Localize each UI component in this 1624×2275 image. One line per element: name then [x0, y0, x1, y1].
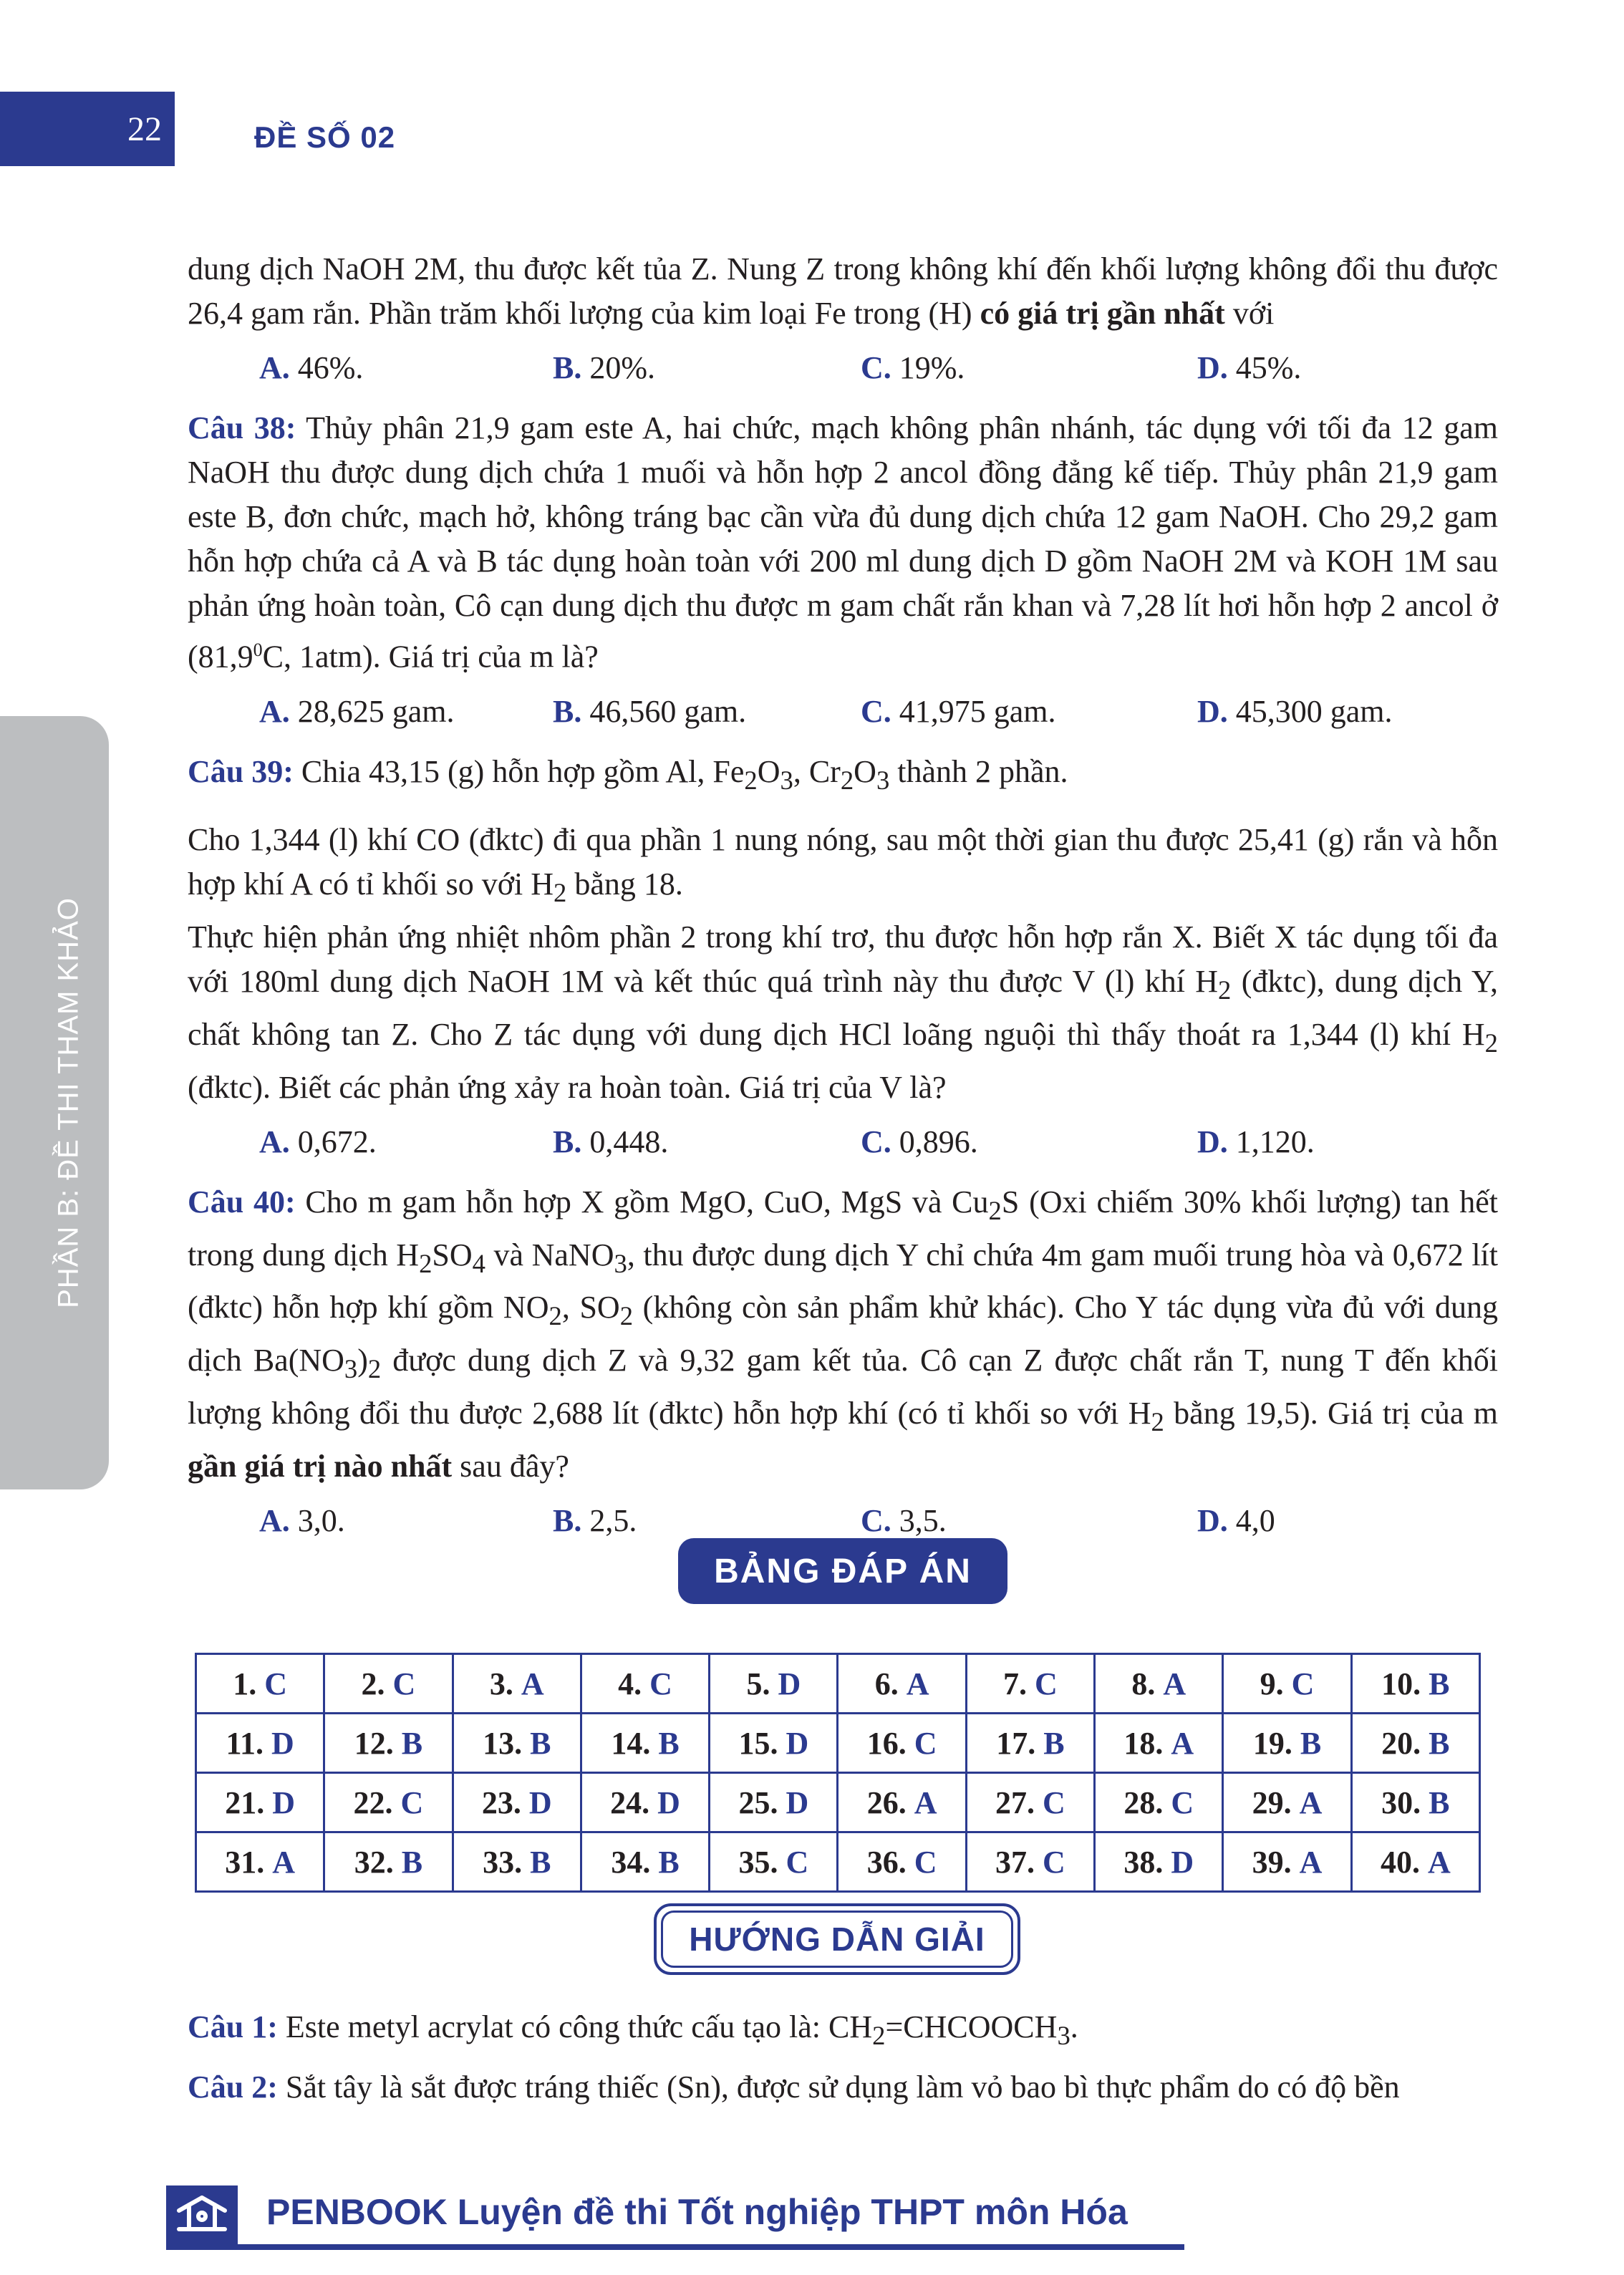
option-a: A. 0,672. [259, 1124, 377, 1159]
question-39: Câu 39: Chia 43,15 (g) hỗn hợp gồm Al, $Fe_2O_3$, $Cr_2O_3$ thành 2 phần. [188, 753, 1068, 795]
option-c: C. 3,5. [861, 1502, 947, 1538]
answer-cell: 9. C [1223, 1654, 1351, 1714]
answer-cell: 33. B [453, 1832, 581, 1892]
answer-row [196, 1773, 1480, 1832]
answer-cell: 19. B [1223, 1714, 1351, 1773]
exam-label: ĐỀ SỐ 02 [254, 120, 396, 154]
answer-cell: 27. C [966, 1773, 1094, 1832]
answer-cell: 2. C [324, 1654, 453, 1714]
answer-cell: 12. B [324, 1714, 453, 1773]
option-b: B. 20%. [553, 350, 656, 385]
answer-cell: 16. C [838, 1714, 966, 1773]
answer-cell: 34. B [581, 1832, 709, 1892]
question-label: Câu 38: [188, 410, 296, 445]
answer-cell: 15. D [710, 1714, 838, 1773]
question-40: Câu 40: Cho m gam hỗn hợp X gồm MgO, CuO, MgS và $Cu_2S$ (Oxi chiếm 30% khối lượng) tan hết trong dung dịch $H_2SO_4$ và NaNO$_3$, thu được dung dịch Y chỉ chứa 4m gam muối trung hòa và 0,672 lít (đktc) hỗn hợp khí gồm $NO_2$, $SO_2$ (không còn sản phẩm khử khác). Cho Y tác dụng vừa đủ với dung dịch $Ba(NO_3)_2$ được dung dịch Z và 9,32 gam kết tủa. Cô cạn Z được chất rắn T, nung T đến khối lượng không đổi thu được 2,688 lít (đktc) hỗn hợp khí (có tỉ khối so với $H_2$ bằng 19,5). Giá trị của m gần giá trị nào nhất sau đây? [188, 1184, 1499, 1484]
option-a: A. 46%. [259, 350, 364, 385]
solution-title: HƯỚNG DẪN GIẢI [661, 1911, 1013, 1968]
answer-cell: 17. B [966, 1714, 1094, 1773]
answer-cell: 38. D [1095, 1832, 1223, 1892]
answer-cell: 29. A [1223, 1773, 1351, 1832]
answer-cell: 39. A [1223, 1832, 1351, 1892]
answer-key-table [195, 1653, 1481, 1893]
answer-key-title: BẢNG ĐÁP ÁN [678, 1538, 1007, 1604]
answer-cell: 13. B [453, 1714, 581, 1773]
questions-content [188, 247, 1498, 1543]
answer-cell: 8. A [1095, 1654, 1223, 1714]
page-number: 22 [0, 92, 175, 166]
question-39-part1: Cho 1,344 (l) khí CO (đktc) đi qua phần 1 nung nóng, sau một thời gian thu được 25,41 (g) rắn và hỗn hợp khí A có tỉ khối so với $H_2$ bằng 18. [188, 822, 1498, 908]
option-c: C. 41,975 gam. [861, 693, 1056, 729]
option-b: B. 2,5. [553, 1502, 637, 1538]
question-emphasis: có giá trị gần nhất [980, 296, 1225, 331]
solution-title-box [654, 1903, 1020, 1975]
question-39-options [188, 1120, 1498, 1164]
solution-2: Câu 2: Sắt tây là sắt được tráng thiếc (Sn), được sử dụng làm vỏ bao bì thực phẩm do có độ bền [188, 2069, 1400, 2105]
answer-cell: 5. D [710, 1654, 838, 1714]
answer-cell: 32. B [324, 1832, 453, 1892]
answer-cell: 28. C [1095, 1773, 1223, 1832]
question-40-options [188, 1499, 1498, 1543]
question-text: dung dịch NaOH 2M, thu được kết tủa Z. Nung Z trong không khí đến khối lượng không đổi thu được 26,4 gam rắn. Phần trăm khối lượng của kim loại Fe trong (H) [188, 251, 1498, 331]
question-label: Câu 40: [188, 1184, 296, 1219]
footer-title: PENBOOK Luyện đề thi Tốt nghiệp THPT môn Hóa [266, 2192, 1128, 2232]
question-39-part2: Thực hiện phản ứng nhiệt nhôm phần 2 trong khí trơ, thu được hỗn hợp rắn X. Biết X tác dụng tối đa với 180ml dung dịch NaOH 1M và kết thúc quá trình này thu được V (l) khí $H_2$ (đktc), dung dịch Y, chất không tan Z. Cho Z tác dụng với dung dịch HCl loãng nguội thì thấy thoát ra 1,344 (l) khí $H_2$ (đktc). Biết các phản ứng xảy ra hoàn toàn. Giá trị của V là? [188, 919, 1498, 1105]
answer-cell: 25. D [710, 1773, 838, 1832]
option-a: A. 3,0. [259, 1502, 345, 1538]
option-b: B. 46,560 gam. [553, 693, 747, 729]
penbook-logo-icon [166, 2185, 238, 2244]
option-d: D. 1,120. [1197, 1124, 1315, 1159]
answer-cell: 1. C [196, 1654, 324, 1714]
answer-cell: 14. B [581, 1714, 709, 1773]
answer-cell: 4. C [581, 1654, 709, 1714]
option-d: D. 4,0 [1197, 1502, 1275, 1538]
option-c: C. 0,896. [861, 1124, 978, 1159]
answer-row [196, 1654, 1480, 1714]
answer-row [196, 1714, 1480, 1773]
question-label: Câu 39: [188, 753, 294, 789]
question-text: với [1224, 296, 1275, 331]
answer-cell: 23. D [453, 1773, 581, 1832]
answer-cell: 35. C [710, 1832, 838, 1892]
answer-cell: 6. A [838, 1654, 966, 1714]
side-tab-label: PHẦN B: ĐỀ THI THAM KHẢO [52, 897, 84, 1308]
answer-cell: 31. A [196, 1832, 324, 1892]
solution-label: Câu 1: [188, 2009, 278, 2044]
question-37-options [188, 346, 1498, 390]
answer-cell: 11. D [196, 1714, 324, 1773]
option-c: C. 19%. [861, 350, 965, 385]
answer-cell: 37. C [966, 1832, 1094, 1892]
option-b: B. 0,448. [553, 1124, 669, 1159]
answer-cell: 26. A [838, 1773, 966, 1832]
answer-cell: 3. A [453, 1654, 581, 1714]
answer-cell: 40. A [1351, 1832, 1479, 1892]
solution-1: Câu 1: Este metyl acrylat có công thức cấu tạo là: $CH_2=CHCOOCH_3$. [188, 2009, 1078, 2050]
option-a: A. 28,625 gam. [259, 693, 455, 729]
answer-cell: 7. C [966, 1654, 1094, 1714]
answer-cell: 22. C [324, 1773, 453, 1832]
answer-cell: 18. A [1095, 1714, 1223, 1773]
answer-cell: 10. B [1351, 1654, 1479, 1714]
option-d: D. 45,300 gam. [1197, 693, 1393, 729]
answer-row [196, 1832, 1480, 1892]
answer-cell: 30. B [1351, 1773, 1479, 1832]
answer-cell: 20. B [1351, 1714, 1479, 1773]
answer-cell: 21. D [196, 1773, 324, 1832]
question-37-tail [188, 247, 1498, 336]
option-d: D. 45%. [1197, 350, 1302, 385]
question-38: Câu 38: Thủy phân 21,9 gam este A, hai chức, mạch không phân nhánh, tác dụng với tối đa 12 gam NaOH thu được dung dịch chứa 1 muối và hỗn hợp 2 ancol đồng đẳng kế tiếp. Thủy phân 21,9 gam este B, đơn chức, mạch hở, không tráng bạc cần vừa đủ dung dịch chứa 12 gam NaOH. Cho 29,2 gam hỗn hợp chứa cả A và B tác dụng hoàn toàn với 200 ml dung dịch D gồm NaOH 2M và KOH 1M sau phản ứng hoàn toàn, Cô cạn dung dịch thu được m gam chất rắn khan và 7,28 lít hơi hỗn hợp 2 ancol ở (81,9$^0$C, 1atm). Giá trị của m là? [188, 410, 1498, 675]
section-side-tab [0, 716, 109, 1489]
footer-divider [166, 2244, 1184, 2250]
answer-cell: 36. C [838, 1832, 966, 1892]
solution-label: Câu 2: [188, 2069, 278, 2105]
question-38-options [188, 690, 1498, 734]
answer-cell: 24. D [581, 1773, 709, 1832]
